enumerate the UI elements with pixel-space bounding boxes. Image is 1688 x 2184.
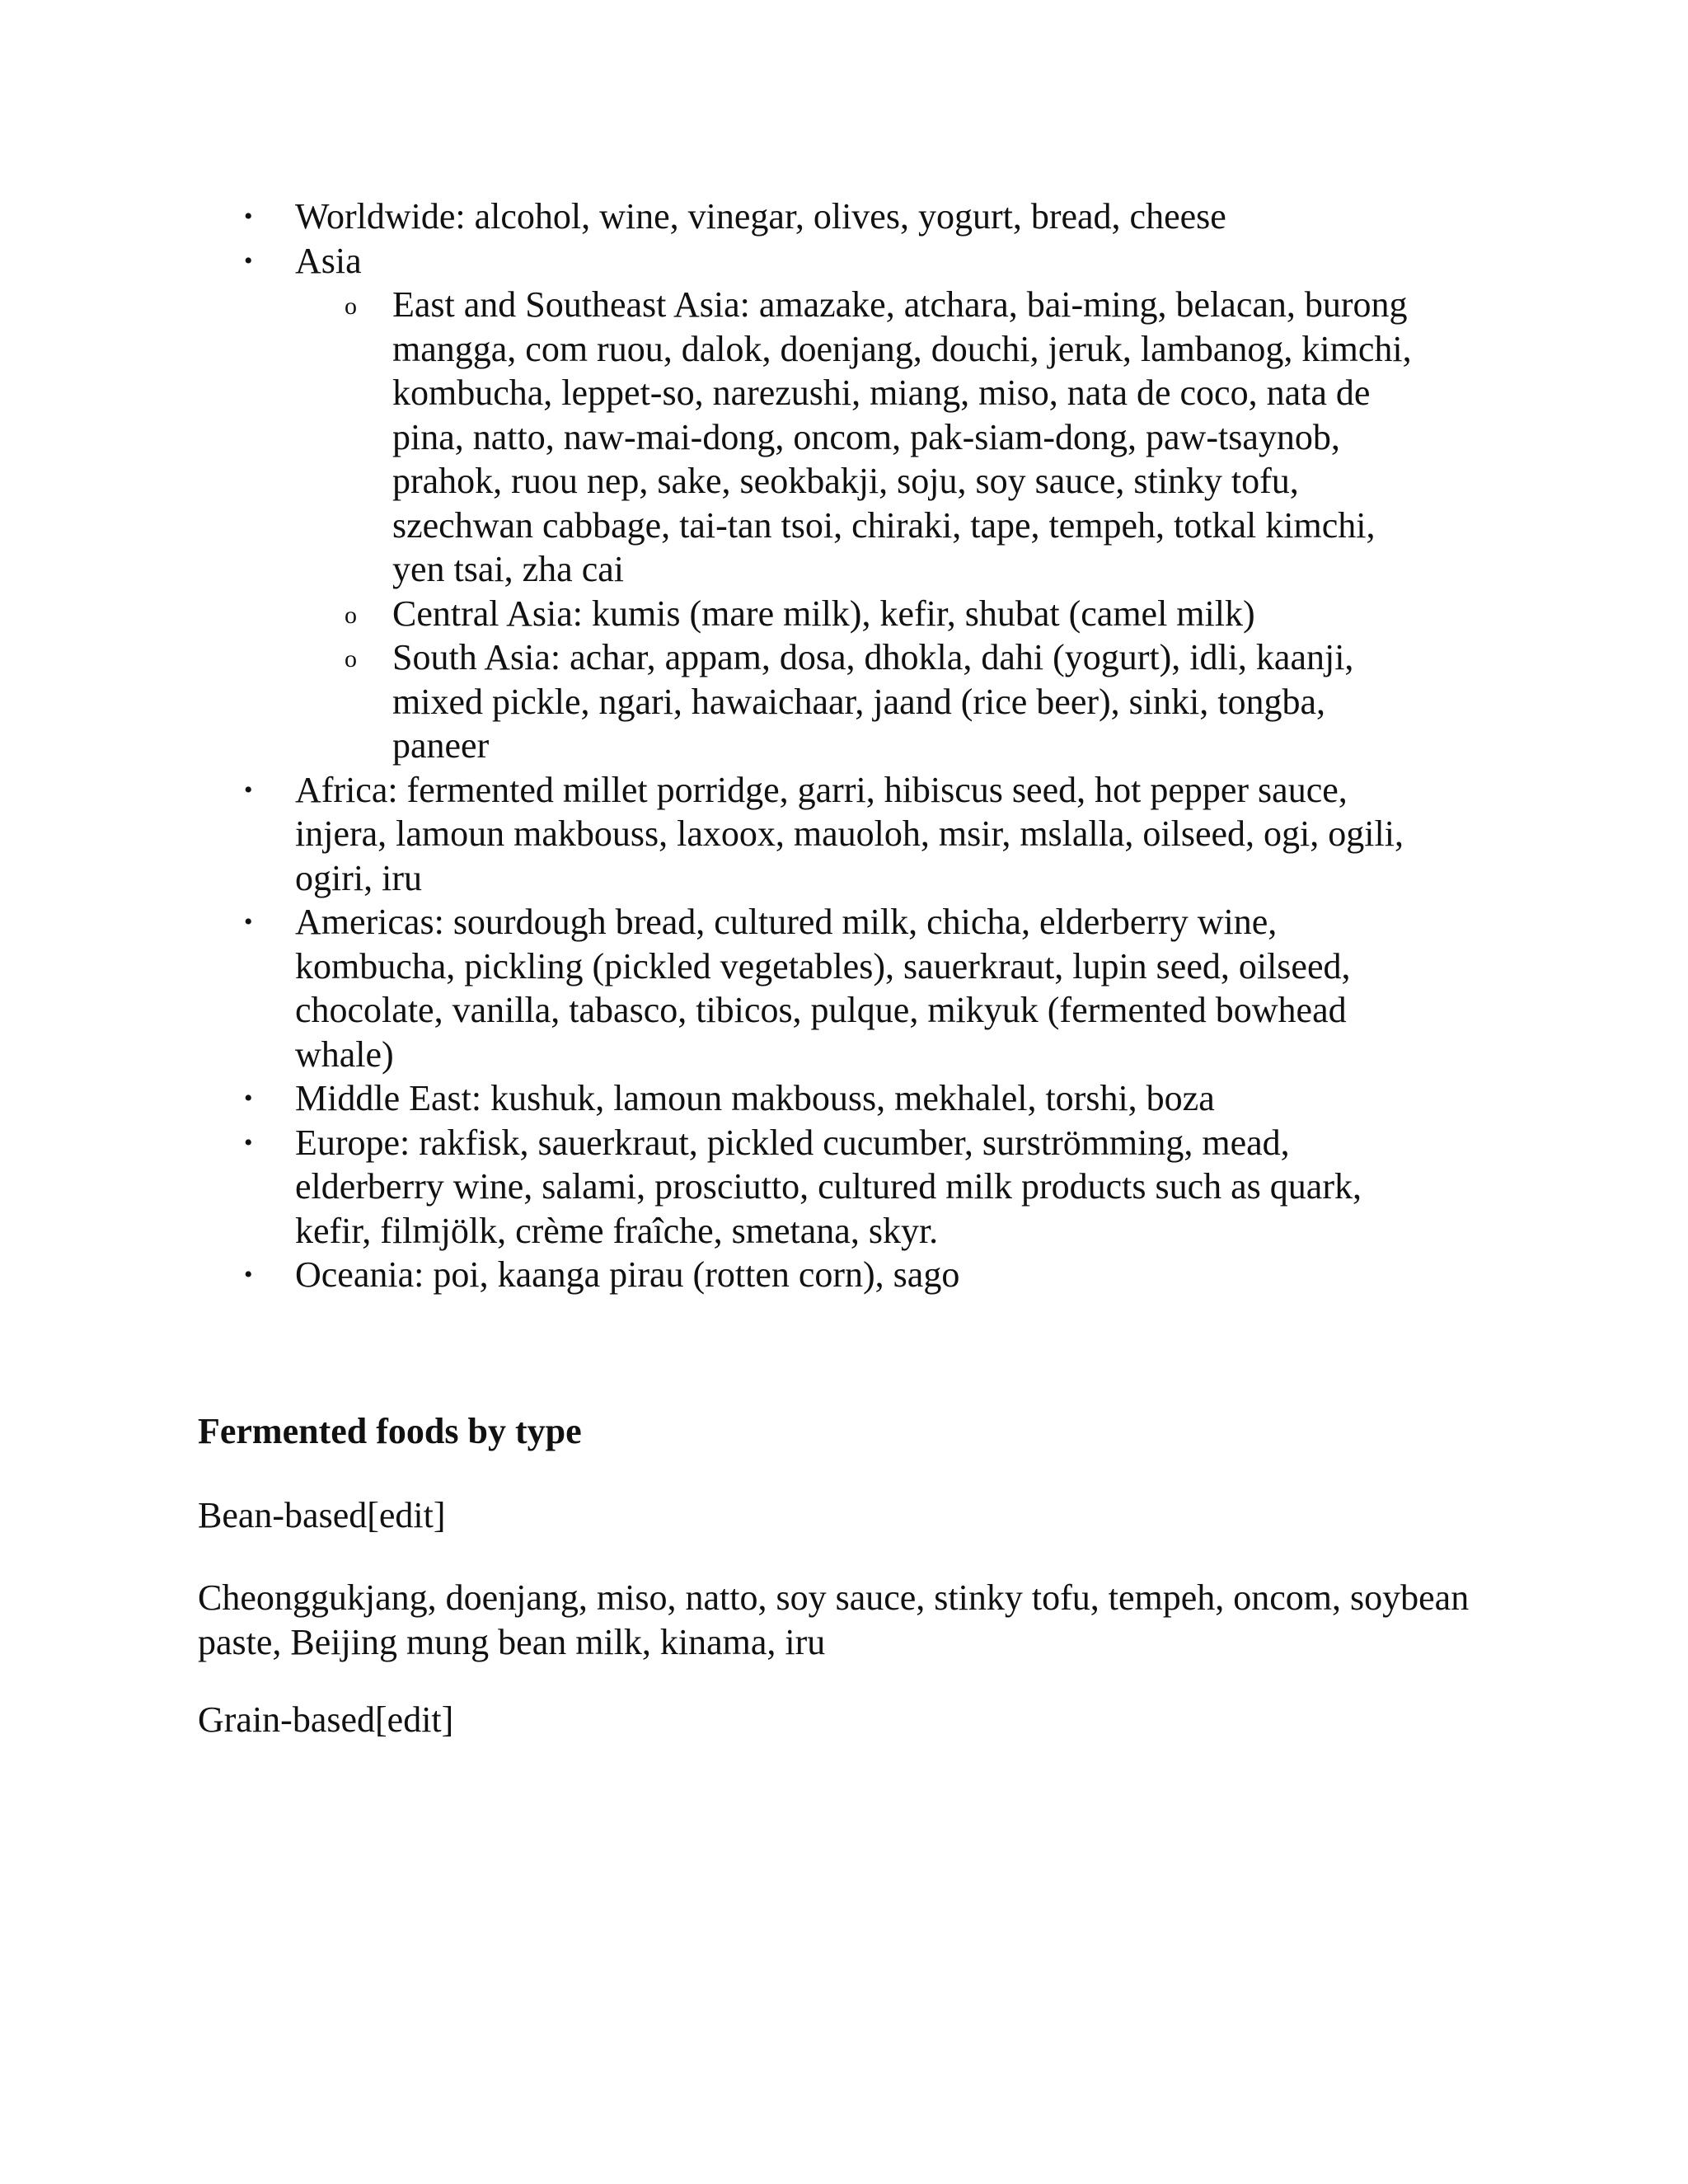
sub-bullet-icon: o [345,293,357,320]
asia-sublist [295,283,1517,768]
oceania-text: Oceania: poi, kaanga pirau (rotten corn), sago [295,1254,960,1295]
bullet-icon: • [244,1128,253,1156]
middle-east-text: Middle East: kushuk, lamoun makbouss, mekhalel, torshi, boza [295,1078,1215,1118]
list-item-east-southeast-asia [295,283,1414,592]
regions-list-container [198,194,1517,1297]
asia-label: Asia [295,240,362,281]
central-asia-text: Central Asia: kumis (mare milk), kefir, shubat (camel milk) [392,593,1255,634]
list-item-middle-east [198,1076,1517,1121]
bullet-icon: • [244,776,253,804]
sub-bullet-icon: o [345,645,357,673]
list-item-worldwide [198,194,1517,239]
list-item-central-asia [295,592,1414,636]
south-asia-text: South Asia: achar, appam, dosa, dhokla, dahi (yogurt), idli, kaanji, mixed pickle, ngari, hawaichaar, jaand (rice beer), sinki, tongba, paneer [392,637,1354,766]
worldwide-text: Worldwide: alcohol, wine, vinegar, olives, yogurt, bread, cheese [295,196,1226,237]
section-heading: Fermented foods by type [198,1411,582,1451]
list-item-oceania [198,1253,1517,1297]
bullet-icon: • [244,203,253,230]
regions-list [198,194,1517,1297]
europe-text: Europe: rakfisk, sauerkraut, pickled cucumber, surströmming, mead, elderberry wine, salami, prosciutto, cultured milk products such as quark, kefir, filmjölk, crème fraîche, smetana, skyr. [295,1122,1362,1251]
east-southeast-asia-text: East and Southeast Asia: amazake, atchara, bai-ming, belacan, burong mangga, com ruou, dalok, doenjang, douchi, jeruk, lambanog, kimchi, kombucha, leppet-so, narezushi, miang, miso, nata de coco, nata de pina, natto, naw-mai-dong, oncom, pak-siam-dong, paw-tsaynob, prahok, ruou nep, sake, seokbakji, soju, soy sauce, stinky tofu, szechwan cabbage, tai-tan tsoi, chiraki, tape, tempeh, totkal kimchi, yen tsai, zha cai [392,284,1412,589]
list-item-africa [198,768,1517,901]
bullet-icon: • [244,246,253,274]
bean-based-heading: Bean-based[edit] [198,1495,446,1535]
americas-text: Americas: sourdough bread, cultured milk, chicha, elderberry wine, kombucha, pickling (pickled vegetables), sauerkraut, lupin seed, oilseed, chocolate, vanilla, tabasco, tibicos, pulque, mikyuk (fermented bowhead whale) [295,902,1351,1075]
list-item-south-asia [295,635,1414,768]
africa-text: Africa: fermented millet porridge, garri, hibiscus seed, hot pepper sauce, injera, lamoun makbouss, laxoox, mauoloh, msir, mslalla, oilseed, ogi, ogili, ogiri, iru [295,769,1404,898]
bullet-icon: • [244,1085,253,1112]
list-item-asia [198,239,1517,768]
list-item-americas [198,900,1517,1076]
bullet-icon: • [244,1261,253,1288]
grain-based-heading: Grain-based[edit] [198,1699,454,1740]
bean-based-text: Cheonggukjang, doenjang, miso, natto, soy sauce, stinky tofu, tempeh, oncom, soybean paste, Beijing mung bean milk, kinama, iru [198,1577,1470,1662]
bullet-icon: • [244,908,253,935]
list-item-europe [198,1121,1517,1254]
sub-bullet-icon: o [345,601,357,629]
